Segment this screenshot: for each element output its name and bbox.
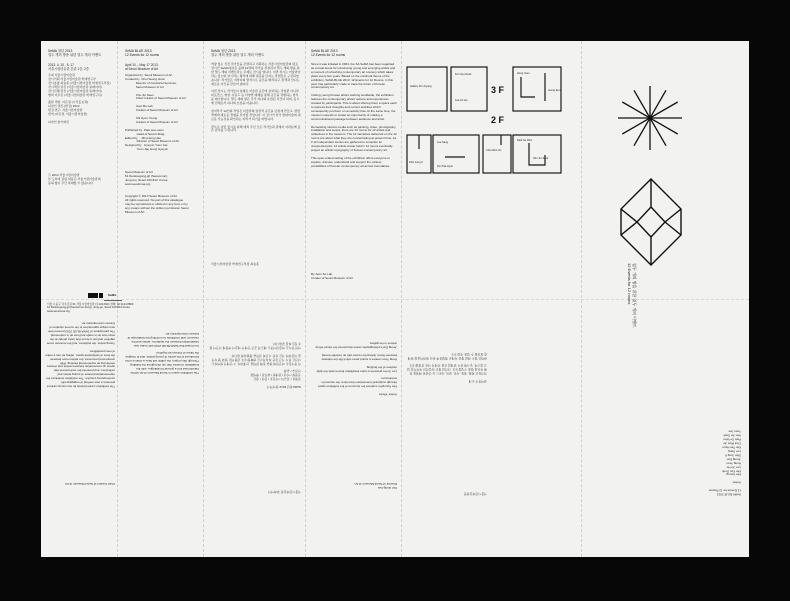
cube-graphic — [619, 177, 683, 267]
lower-col-4-signature: Kim Hong-hee Director of Seoul Museum of Art — [354, 481, 397, 490]
lower-col-6: SeMA BLUE 2013 12 Events for 12 Rooms Artists Kim Kyung Kim Kyu Deok Lee Jin Ho Hong Yeon Jeong Eun Shin Jung Il Lee Sang Kim Tae Hyun Choi Woo Jin Park Se Won Ahn Jin Sook Yoon Jae — [708, 429, 741, 497]
lower-col-5-signature: 서울시립미술관장 — [463, 491, 487, 496]
room-label: Choi Woo Jin — [486, 149, 502, 152]
panel1-credits: 주최 서울시립미술관 전시기획 서울시립미술관 학예연구부 전시총괄 최승훈 (서울시립미술관 학예연구부장) 전시책임 권진 (서울시립미술관 큐레이터) 전시진행 권진 (서울시립미술관 큐레이터) 협력 이수진 (서울시립미술관 학예연구사) 출판 책임: 이은정 (시각홍보과) 디자인 권진 (편집) 2013 편집 연구: 서울시립미술관 번역 (이은정, 서울시립미술관) 디자인 슬기와민 — [48, 73, 111, 124]
floor-plan — [405, 61, 585, 231]
poster-sheet — [41, 41, 749, 557]
panel2-address: Seoul Museum of Art 61 Deoksugung-gil (Seosomun), Jung-Gu, Seoul 100-813, Korea www.seoulmoa.org — [125, 170, 169, 186]
panel2-location: April 10 – May 17 2013, at Seoul Museum of Art — [125, 63, 159, 72]
room-label: Park Se Won — [517, 139, 533, 142]
room-label: Kim Kyu Deok — [455, 73, 472, 76]
floorplan-wall — [529, 143, 545, 165]
cover-title: 열두 개의 방을 위한 열두 개의 이벤트 12 Events for 12 rooms — [626, 263, 637, 328]
room-label: Lee Jin Ho — [455, 99, 468, 102]
lower-col-3-signature: 서울시립미술관 큐레이터 — [268, 489, 301, 494]
panel2-credits: Organized by Seoul Museum of Art Curated by Choi Seung Hoon Director of Curatorial Services, Seoul Museum of Art Chu Jin Seun Chief Curator of Seoul Museum of Art Jeon Bo Lah Curator of Seoul Museum of Art Shi Hyun Young Curator of Seoul Museum of Art Published by Park woo-seon Head of Seoul Hilrag Edited by Min-Hong Hae Director of Seoul Museum of Art Designed by Hyeyun Yoon Jae Yoon Jae Hong Hyeyun — [125, 73, 186, 152]
panel4-header: SeMA BLUE 2013 12 Events for 12 rooms — [311, 49, 346, 58]
fold-line-horizontal — [41, 299, 749, 300]
lower-col-2: The exhibition space in Seoul Museum of Art will be transformed into a ground for dialogue, with the installation of works that run throughout the building. Through this project, the public will have a chance to be introduced to the works of young artists, and to imagine the future of Korean art together. It is hoped that SeMA BLUE 2013 will create new relationships between the audience, artists and the museum, and contribute to enriching the landscape of Korean contemporary art. — [125, 331, 199, 375]
floorplan-room — [483, 135, 511, 173]
lower-col-3: SeMA청년 2013 참여작가 김경호 / 김규덕 / 이진호 / 홍연 / 정은 신정일 / 이상 / 김태현 / 최우진 / 박세원 안진숙 / 윤재 각 작가들은 자신만의 방을 통해 관객을 초대하며, 그 안에서 벌어지는 사건은 전시 기간 동안 지속적으로 변화합니다. 관람객은 방과 방 사이를 이동하며 서로 다른 시간과 감각을 경험하게 됩니다. 이번 전시는 미술관이라는 제도적 공간 안에서 예술이 어떻게 사건이 될 수 있는지를 묻습니다. — [209, 341, 301, 389]
starburst-graphic — [615, 83, 685, 153]
panel1-dates: 2013. 4. 10 - 5. 17 서울시립미술관 본관 1층, 2층 — [48, 63, 89, 72]
lower-col-1-signature: Chief Curator of Seoul Museum of Art — [65, 481, 115, 486]
lower-col-5: 참여작가 소개 작가들은 회화, 영상, 사진, 설치, 사운드 등 다양한 매체를 통해 자신의 방을 구성합니다. 각각의 방은 독립적인 이야기를 담고 있으며, 동시에 전시 전체의 흐름 속에서 서로 연결됩니다. 관객은 열두 개의 방을 차례로 경험하며 한국 현대미술의 현재를 살펴볼 수 있을 것입니다. — [407, 351, 487, 384]
logo-text: SeMA — [108, 293, 117, 297]
room-label: Shin Jung Il — [409, 161, 423, 164]
room-label: Hong Yeon — [517, 72, 530, 75]
room-label: Kim Tae Hyun — [437, 165, 454, 168]
panel4-signature: By Jeon So Lah, Curator of Seoul Museum of Art — [311, 272, 354, 280]
panel3-header: SeMA 청년 2013 열두 개의 방을 위한 열두 개의 이벤트 — [211, 49, 265, 58]
room-label: Jeong Eun — [548, 89, 561, 92]
room-label: Ahn Jin Sook — [533, 157, 549, 160]
panel2-copyright: Copyright © 2013 Seoul Museum of Art All rights reserved. No part of this catalogue may be reproduced or utilized in any form or by any means without the written permission Seoul Museum of Art. — [125, 194, 189, 214]
floorplan-wall — [521, 77, 535, 97]
panel4-body: Since it was initiated in 2004, the SA SeMA has been regarded as a focal arena for introducing young and emerging artists and a moment of refreshing contemporary art scenery which takes place every two years. Based on the continual theme of the exhibition, SeMA BLUE 2013: 12 Events for 12 Rooms, in this year, has particularly made to trace the future of Korean contemporary art. Inviting young Korean artists working worldwide, the exhibition features the contemporary artists' actions and experiences created by participants. This is about offering them a space each to express their thoughts and current activities which consequently put them on an activity flow. At the same time, the museum expects to create an opportunity of making a communicational passage between audience and artist. Demanding various media such as painting, video, photography, installation and sound, there are 12 rooms for 12 artists and collectives in the museum. The 12 narratives delivered on the 12 rooms are about what they are concentrating at present time. As if 12 independent stories are gathered to complete an unexpected plot, 12 artists create held in 12 rooms eventually project an artistic topography of Korean contemporary art. This open-ended setting of the exhibition offers everyone to explore, discuss, understand and support the various possibilities of Korean contemporary art across boundaries. — [311, 62, 397, 168]
panel1-copyright: ⓒ 2013 서울시립미술관 본 도록에 실린 내용은 서울시립미술관의 동의 없이 무단 복제할 수 없습니다. — [48, 173, 101, 185]
panel1-header: SeMA 청년 2013 열두 개의 방을 위한 열두 개의 이벤트 — [48, 49, 102, 58]
room-label: Gallery Kim Kyung — [410, 85, 432, 88]
floor3-label: 3 F — [491, 85, 505, 95]
panel1-address: 서울시 중구 덕수궁길 61 서울시립미술관 (우100-813) 전화: 02 2124 8800 61 Deoksugung-gil (Seosomun-dong), Jung-gu, Seoul 100-813 Korea www.seoulmoa.org — [47, 303, 134, 313]
panel3-signature: 서울시립미술관 학예연구부장 최승훈 — [211, 262, 260, 266]
room-label: Lee Sang — [437, 141, 449, 144]
lower-col-4: Artists' Works Kim Kyung-ho explores the structure of the exhibition space through sculptural interventions that mirror the museum's architecture. Lee Jin-ho presents a video installation that records the daily rhythms of the building. Hong Yeon creates a sound piece which fills the stairway between floors, linking the rooms with an invisible thread. Jeong Eun's photographic series documents the traces left by visitors in the gallery. — [315, 341, 397, 397]
panel2-header: SeMA BLUE 2013 12 Events for 12 rooms — [125, 49, 160, 58]
lower-col-1: The exhibition curated jointly by two young curators presents a new method of engaging with contemporary practice. The exhibition embraces the representational power of young artists and collectives, and presents the environment that opens up conversation between artists and viewers, reinforcing an experimental thinking. With unexpected processes, the artists move between the lines of institutional space, taking art into a realm of new possibilities. Young artists, the audience, and the museum come together and join a forum that looks deeply at the ways how art is made and how art is understood. The participants of SeMA BLUE 2013 present their own unique approaches to the current situation of Korean contemporary art. — [45, 321, 115, 389]
floorplan-room — [407, 67, 447, 111]
floor2-label: 2 F — [491, 115, 505, 125]
panel3-body: 역량 있는 신진 작가들을 조명하고 지원하는 서울시립미술관의 대표 전시인 SeMA청년은 올해 12명의 작가를 선정하여 열두 개의 방을 위한 열두 개의 이벤트라는 주제로 전시를 엽니다. 이번 전시는 미술관이라는 장소와 전시라는 형식에 대해 질문을 던지는 작업들로 구성되었습니다. 작가들은 저마다의 방식으로 공간을 해석하고, 관객과 만나는 새로운 사건을 만들어 냅니다. 이번 전시는 작가들이 실제로 미술관 공간에 설치하는 작업뿐 아니라 퍼포먼스, 영상, 사운드 등 다양한 매체를 통해 공간을 경험하는 방식을 제시합니다. 열두 개의 방은 각각 하나의 독립된 사건이 되며, 동시에 전체로서 하나의 흐름을 이룹니다. 참여작가 12인의 작업은 미술관의 일상적 공간을 낯설게 만들고, 관람객에게 새로운 경험을 선사할 것입니다. 이 전시가 한국 현대미술의 새로운 가능성을 확인하는 자리가 되기를 바랍니다. 끝으로 이번 전시를 위해 애써 주신 모든 작가들과 관계자 여러분께 깊은 감사를 드립니다. — [211, 62, 301, 133]
logo-mark — [88, 293, 122, 303]
